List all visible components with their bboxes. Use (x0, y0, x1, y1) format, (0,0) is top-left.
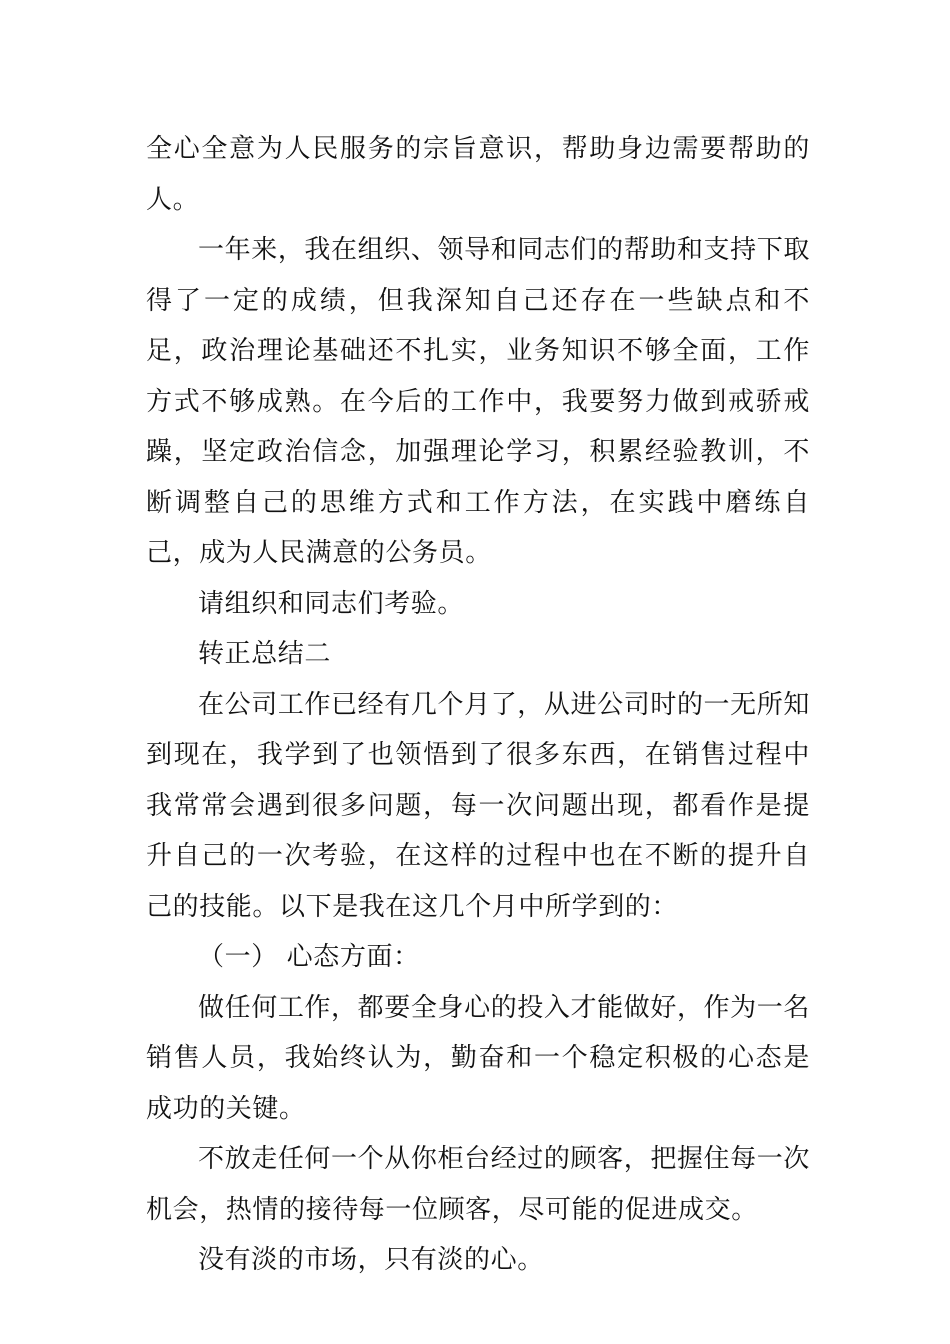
paragraph-company-experience: 在公司工作已经有几个月了，从进公司时的一无所知到现在，我学到了也领悟到了很多东西，在销售过程中我常常会遇到很多问题，每一次问题出现，都看作是提升自己的一次考验，在这样的过程中也在不断的提升自己的技能。以下是我在这几个月中所学到的： (146, 689, 810, 922)
paragraph-continuation: 全心全意为人民服务的宗旨意识，帮助身边需要帮助的人。 (146, 134, 810, 215)
section-heading-summary-two: 转正总结二 (198, 639, 332, 669)
document-body (146, 124, 810, 1286)
paragraph-market-attitude: 没有淡的市场，只有淡的心。 (198, 1245, 544, 1275)
paragraph-customer-service: 不放走任何一个从你柜台经过的顾客，把握住每一次机会，热情的接待每一位顾客，尽可能的促进成交。 (146, 1144, 810, 1225)
subheading-mindset: （一） 心态方面： (198, 942, 420, 972)
paragraph-closing-request: 请组织和同志们考验。 (198, 588, 465, 619)
paragraph-year-review: 一年来，我在组织、领导和同志们的帮助和支持下取得了一定的成绩，但我深知自己还存在一些缺点和不足，政治理论基础还不扎实，业务知识不够全面，工作方式不够成熟。在今后的工作中，我要努力做到戒骄戒躁，坚定政治信念，加强理论学习，积累经验教训，不断调整自己的思维方式和工作方法，在实践中磨练自己，成为人民满意的公务员。 (146, 235, 810, 568)
paragraph-mindset-body: 做任何工作，都要全身心的投入才能做好，作为一名销售人员，我始终认为，勤奋和一个稳定积极的心态是成功的关键。 (146, 992, 810, 1124)
